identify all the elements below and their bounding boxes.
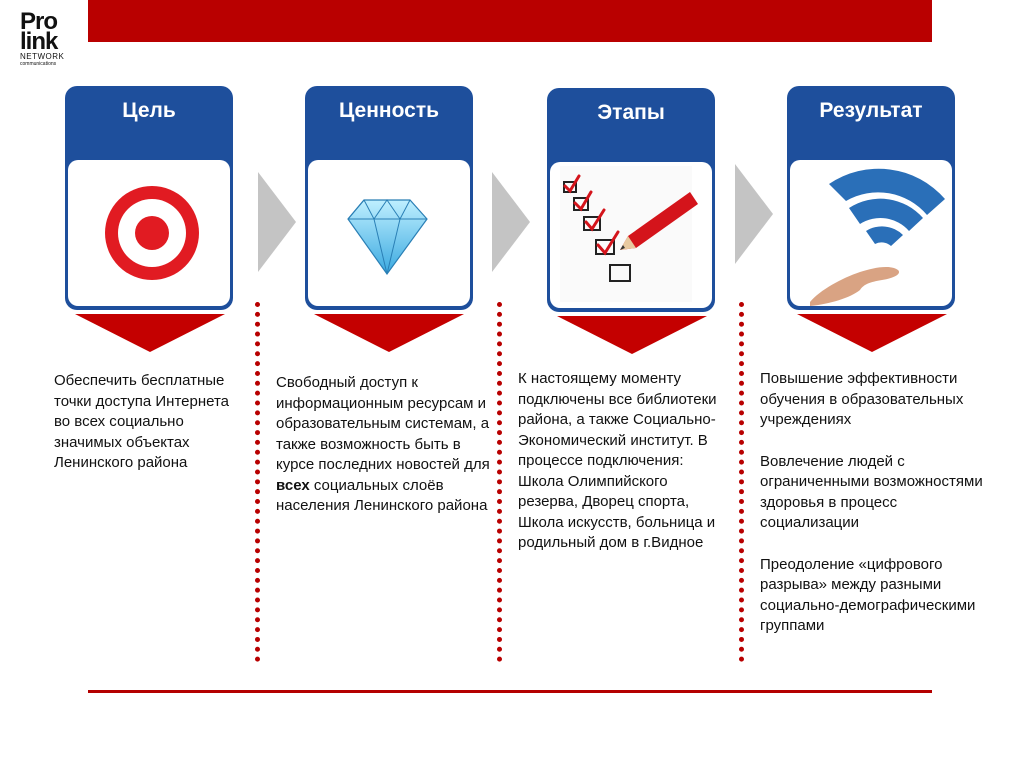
card-goal-image xyxy=(68,160,230,306)
chevron-right-icon xyxy=(258,172,296,272)
top-red-bar xyxy=(88,0,932,42)
chevron-right-icon xyxy=(735,164,773,264)
wifi-fan-icon xyxy=(790,160,952,306)
chevron-right-icon xyxy=(492,172,530,272)
logo-text-pro: Pro xyxy=(20,8,58,35)
logo-text-network: NETWORK xyxy=(20,52,65,61)
card-result-image xyxy=(790,160,952,306)
logo-text-communications: communications xyxy=(20,61,57,67)
prolink-logo xyxy=(20,8,80,74)
result-item: Преодоление «цифрового разрыва» между разными социально-демографическими группами xyxy=(760,555,976,634)
card-stages-image xyxy=(550,162,712,308)
value-description-start: Свободный доступ к информационным ресурсам и образовательным системам, а также возможность быть в курсе последних новостей для xyxy=(276,374,490,473)
card-value-title: Ценность xyxy=(338,99,440,122)
logo-text-link: link xyxy=(20,28,58,55)
card-stages-title: Этапы xyxy=(597,101,665,124)
goal-text xyxy=(54,371,239,474)
target-icon xyxy=(68,160,230,306)
card-goal xyxy=(65,86,233,310)
arrow-down-value xyxy=(314,314,464,352)
arrow-down-result xyxy=(797,314,947,352)
checklist-icon xyxy=(550,162,712,308)
card-stages xyxy=(547,88,715,312)
dotted-separator xyxy=(739,302,744,662)
dotted-separator xyxy=(255,302,260,662)
value-description-end: социальных слоёв населения Ленинского района xyxy=(276,476,488,514)
card-value xyxy=(305,86,473,310)
card-result-title: Результат xyxy=(819,99,923,122)
arrow-down-goal xyxy=(75,314,225,352)
value-description-bold: всех xyxy=(276,476,310,494)
goal-description: Обеспечить бесплатные точки доступа Интернета во всех социально значимых объектах Ленинского района xyxy=(54,372,230,471)
result-item: Повышение эффективности обучения в образовательных учреждениях xyxy=(760,370,964,428)
result-item: Вовлечение людей с ограниченными возможностями здоровья в процесс социализации xyxy=(760,452,983,531)
dotted-separator xyxy=(497,302,502,662)
card-goal-title: Цель xyxy=(122,99,176,122)
result-text xyxy=(760,369,998,658)
card-result xyxy=(787,86,955,310)
card-value-image xyxy=(308,160,470,306)
value-text xyxy=(276,373,491,517)
arrow-down-stages xyxy=(557,316,707,354)
bottom-red-line xyxy=(88,690,932,693)
stages-description: К настоящему моменту подключены все библиотеки района, а также Социально-Экономический институт. В процессе подключения: Школа Олимпийского резерва, Дворец спорта, Школа искусств, больница и родильный дом в г.Видное xyxy=(518,370,717,551)
diamond-icon xyxy=(308,160,470,306)
stages-text xyxy=(518,369,730,554)
